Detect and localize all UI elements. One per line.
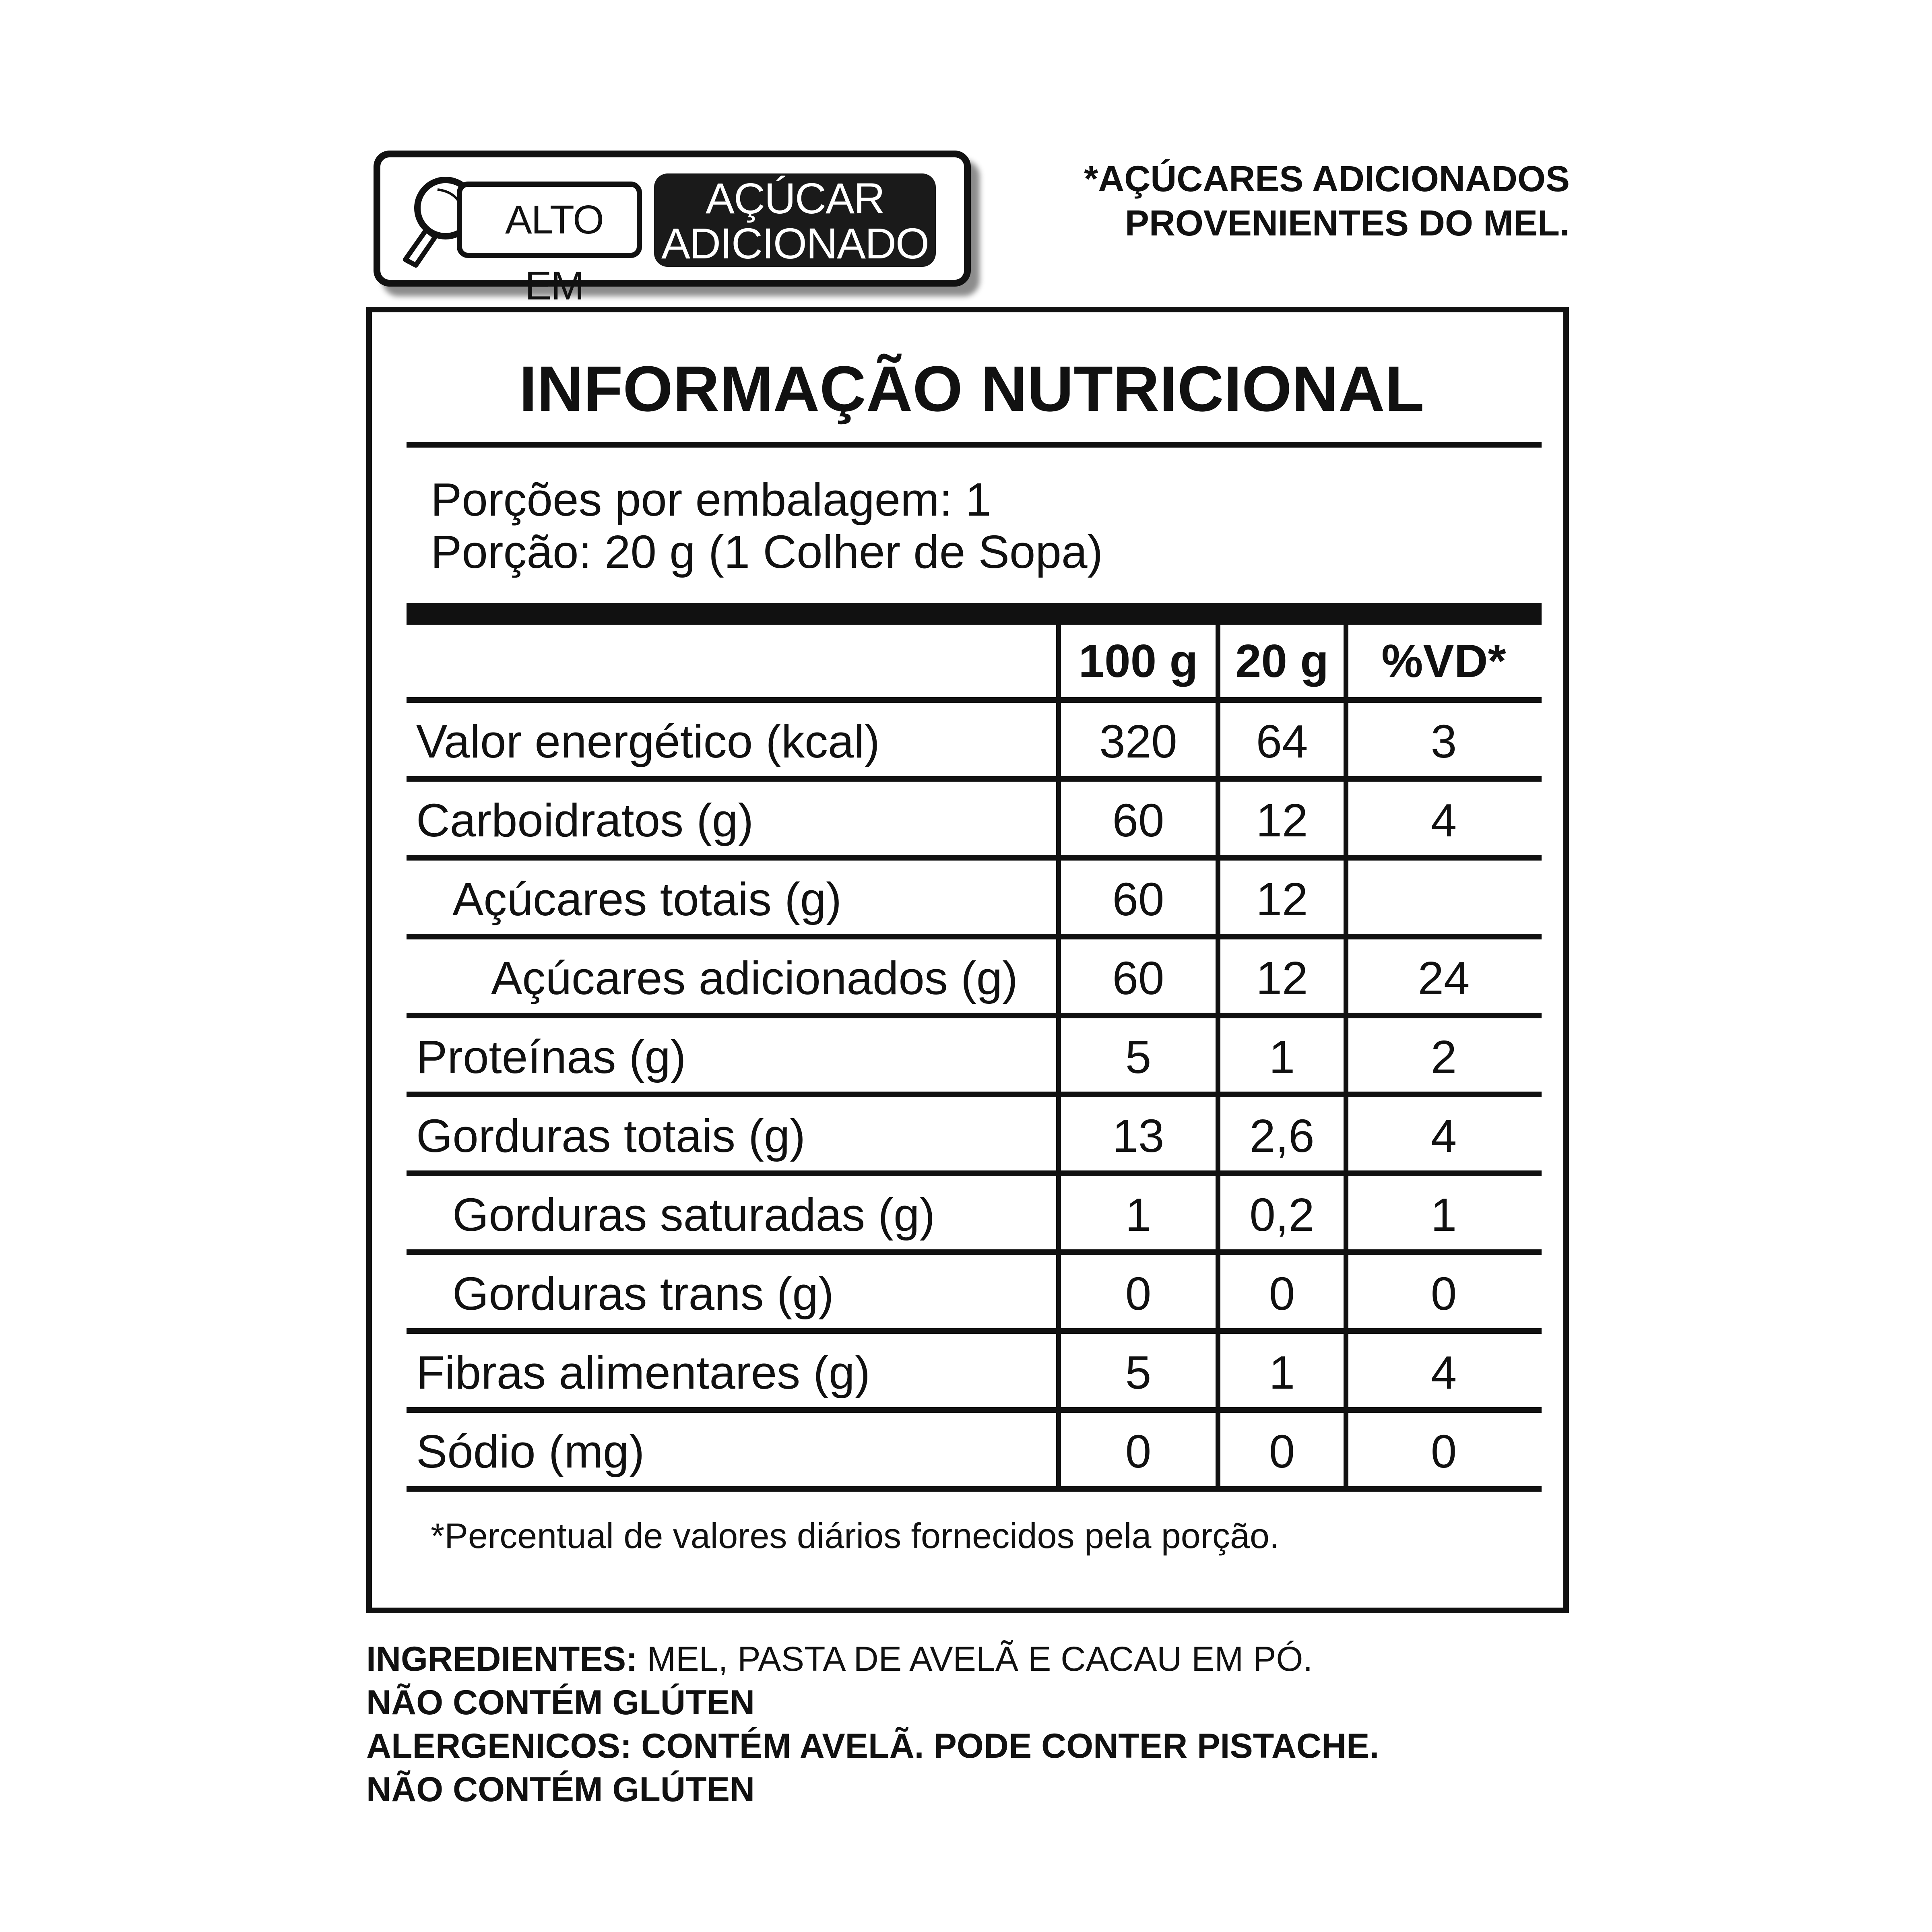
value-daily-percent: 4 — [1430, 1110, 1457, 1162]
nutrient-label: Açúcares totais (g) — [452, 873, 842, 925]
title-divider — [407, 442, 1542, 448]
nutrient-label: Açúcares adicionados (g) — [491, 952, 1018, 1004]
allergen-statement: ALERGENICOS: CONTÉM AVELÃ. PODE CONTER PISTACHE. — [366, 1727, 1379, 1765]
ingredients-line — [366, 1637, 1574, 1681]
nutrient-label: Gorduras trans (g) — [452, 1267, 834, 1320]
value-per-100g: 0 — [1125, 1267, 1152, 1320]
value-per-serving: 12 — [1256, 952, 1308, 1004]
table-row — [407, 697, 1542, 776]
value-daily-percent — [1346, 855, 1542, 939]
nutrient-label: Gorduras saturadas (g) — [452, 1189, 935, 1241]
value-per-serving: 64 — [1256, 715, 1308, 768]
serving-size: Porção: 20 g (1 Colher de Sopa) — [431, 526, 1103, 578]
value-per-serving: 1 — [1269, 1346, 1295, 1399]
nutrient-label: Valor energético (kcal) — [416, 715, 880, 768]
value-daily-percent: 0 — [1430, 1267, 1457, 1320]
column-divider — [1216, 625, 1220, 1486]
row-divider — [407, 1486, 1542, 1492]
ingredients-text: MEL, PASTA DE AVELÃ E CACAU EM PÓ. — [637, 1640, 1313, 1678]
value-daily-percent: 24 — [1418, 952, 1470, 1004]
value-per-100g: 320 — [1099, 715, 1177, 768]
value-daily-percent: 2 — [1430, 1031, 1457, 1083]
table-row — [407, 934, 1542, 1013]
header-per-100g: 100 g — [1078, 635, 1198, 687]
thick-divider — [407, 603, 1542, 625]
nutrient-label: Fibras alimentares (g) — [416, 1346, 871, 1399]
value-per-100g: 13 — [1112, 1110, 1164, 1162]
value-per-100g: 5 — [1125, 1031, 1152, 1083]
added-sugar-note-line1: *AÇÚCARES ADICIONADOS — [1084, 159, 1570, 199]
value-per-100g: 1 — [1125, 1189, 1152, 1241]
value-per-serving: 12 — [1256, 794, 1308, 846]
table-row — [407, 776, 1542, 855]
header-daily-value: %VD* — [1381, 635, 1506, 687]
added-sugar-note-line2: PROVENIENTES DO MEL. — [1125, 203, 1570, 244]
gluten-statement-2: NÃO CONTÉM GLÚTEN — [366, 1770, 755, 1809]
nutrient-label: Carboidratos (g) — [416, 794, 754, 846]
value-per-serving: 2,6 — [1249, 1110, 1315, 1162]
front-warning-seal — [374, 151, 971, 308]
value-per-100g: 60 — [1112, 794, 1164, 846]
nutrient-label: Proteínas (g) — [416, 1031, 686, 1083]
panel-title: INFORMAÇÃO NUTRICIONAL — [519, 353, 1424, 425]
value-per-serving: 0,2 — [1249, 1189, 1315, 1241]
seal-nutrient-line1: AÇÚCAR — [705, 174, 885, 223]
header-label — [407, 625, 1059, 697]
ingredients-label: INGREDIENTES: — [366, 1640, 638, 1678]
added-sugar-note — [1006, 157, 1570, 246]
nutrition-table — [407, 625, 1542, 1492]
nutrient-label: Gorduras totais (g) — [416, 1110, 806, 1162]
seal-nutrient-label — [654, 173, 936, 267]
column-divider — [1344, 625, 1348, 1486]
value-per-100g: 5 — [1125, 1346, 1152, 1399]
header-per-serving: 20 g — [1235, 635, 1329, 687]
seal-alto-em-label: ALTO EM — [457, 182, 642, 258]
table-row — [407, 855, 1542, 934]
gluten-statement: NÃO CONTÉM GLÚTEN — [366, 1683, 755, 1722]
table-row — [407, 1249, 1542, 1328]
daily-value-footnote: *Percentual de valores diários fornecidos pela porção. — [431, 1516, 1280, 1556]
value-daily-percent: 3 — [1430, 715, 1457, 768]
value-per-serving: 1 — [1269, 1031, 1295, 1083]
ingredients-block — [366, 1637, 1574, 1811]
value-per-serving: 0 — [1269, 1425, 1295, 1478]
value-per-100g: 60 — [1112, 873, 1164, 925]
nutrient-label: Sódio (mg) — [416, 1425, 645, 1478]
value-daily-percent: 4 — [1430, 1346, 1457, 1399]
table-row — [407, 1170, 1542, 1249]
value-per-100g: 60 — [1112, 952, 1164, 1004]
table-row — [407, 1407, 1542, 1486]
value-per-serving: 12 — [1256, 873, 1308, 925]
value-per-100g: 0 — [1125, 1425, 1152, 1478]
seal-nutrient-line2: ADICIONADO — [661, 219, 929, 268]
value-daily-percent: 4 — [1430, 794, 1457, 846]
value-daily-percent: 1 — [1430, 1189, 1457, 1241]
table-row — [407, 1013, 1542, 1092]
table-row — [407, 1092, 1542, 1170]
value-per-serving: 0 — [1269, 1267, 1295, 1320]
table-row — [407, 1328, 1542, 1407]
value-daily-percent: 0 — [1430, 1425, 1457, 1478]
servings-per-package: Porções por embalagem: 1 — [431, 473, 991, 526]
table-header-row — [407, 625, 1542, 697]
column-divider — [1056, 625, 1061, 1486]
nutrition-facts-panel — [366, 307, 1569, 1613]
